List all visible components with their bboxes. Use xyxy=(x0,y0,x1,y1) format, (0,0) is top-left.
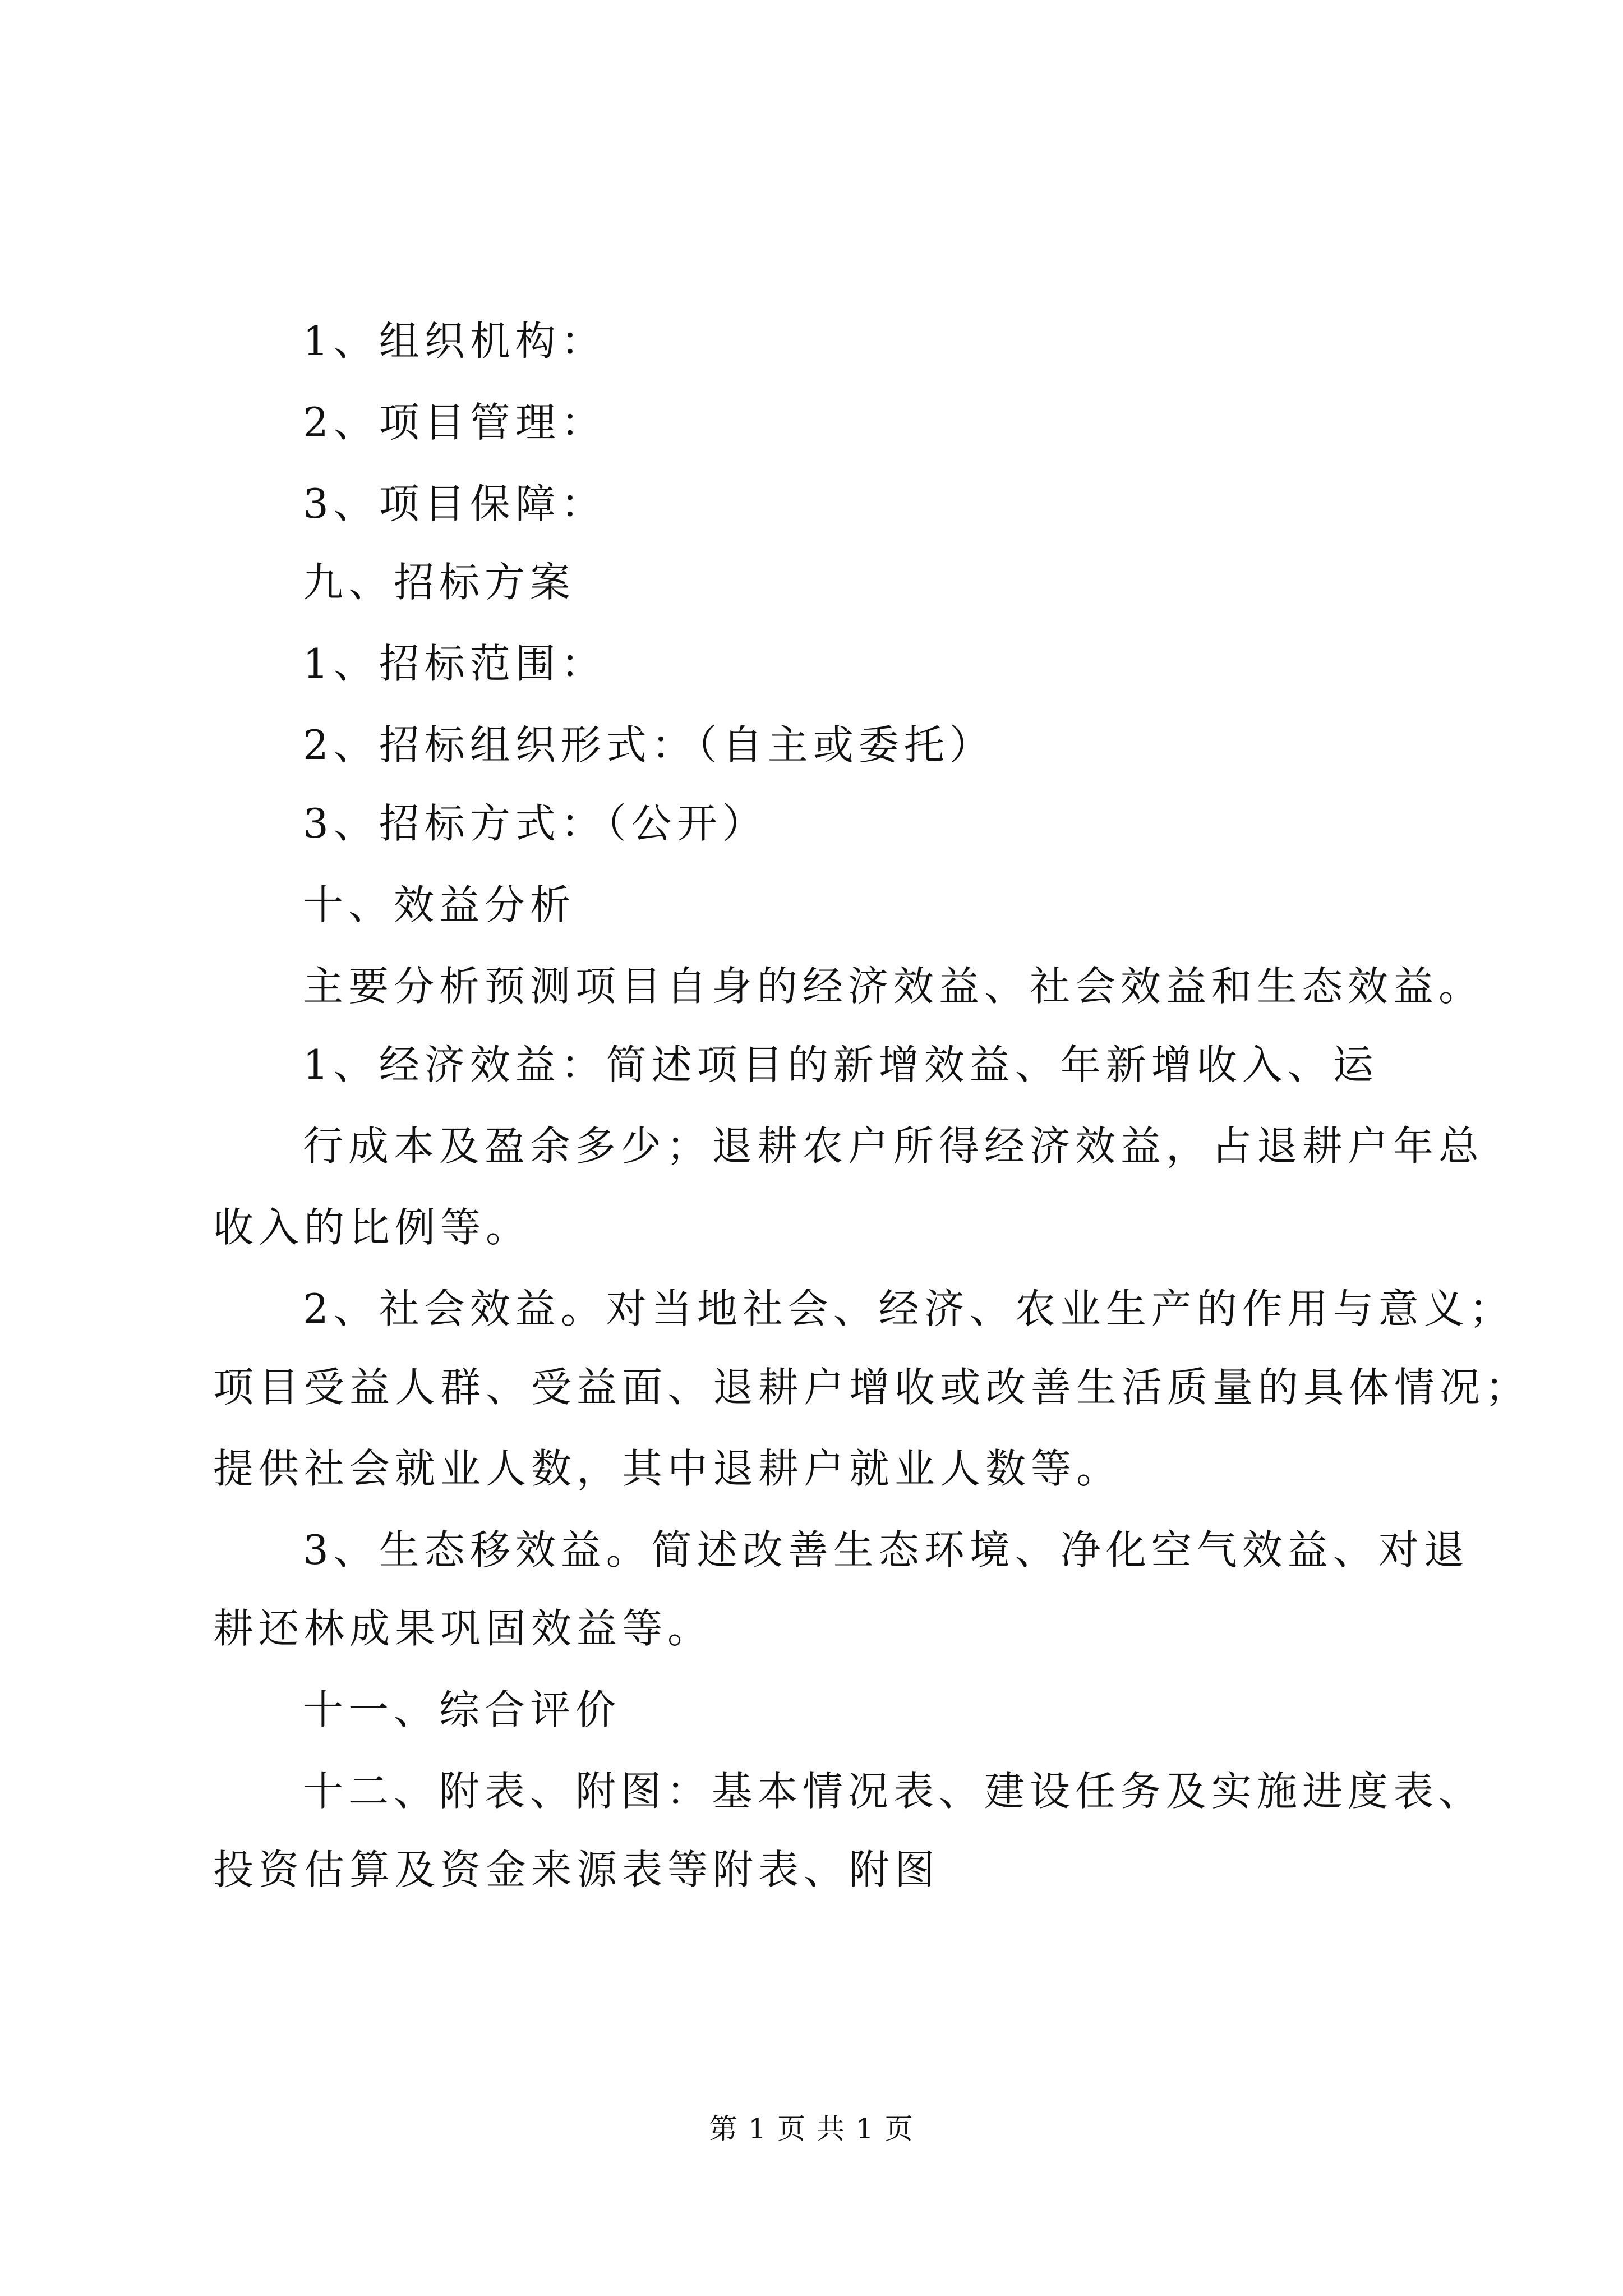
text-line: 3、招标方式：（公开） xyxy=(303,800,768,847)
text-line: 2、招标组织形式：（自主或委托） xyxy=(303,721,995,769)
text-line: 3、项目保障： xyxy=(303,480,606,527)
text-line: 1、招标范围： xyxy=(303,640,606,687)
paragraph-line: 1、经济效益：简述项目的新增效益、年新增收入、运 xyxy=(303,1041,1378,1088)
paragraph-line: 收入的比例等。 xyxy=(213,1204,532,1251)
section-heading: 十、效益分析 xyxy=(303,881,576,928)
section-heading: 九、招标方案 xyxy=(303,559,576,606)
paragraph-line: 投资估算及资金来源表等附表、附图 xyxy=(213,1846,940,1893)
paragraph-line: 十二、附表、附图：基本情况表、建设任务及实施进度表、 xyxy=(303,1768,1484,1815)
text-line: 1、组织机构： xyxy=(303,318,606,365)
page-footer: 第 1 页 共 1 页 xyxy=(709,2113,914,2145)
paragraph-line: 2、社会效益。对当地社会、经济、农业生产的作用与意义； xyxy=(303,1285,1515,1332)
paragraph-line: 行成本及盈余多少；退耕农户所得经济效益，占退耕户年总 xyxy=(303,1122,1484,1170)
section-heading: 十一、综合评价 xyxy=(303,1686,621,1733)
text-line: 2、项目管理： xyxy=(303,399,606,446)
paragraph-line: 主要分析预测项目自身的经济效益、社会效益和生态效益。 xyxy=(303,963,1484,1010)
paragraph-line: 3、生态移效益。简述改善生态环境、净化空气效益、对退 xyxy=(303,1526,1469,1573)
paragraph-line: 提供社会就业人数，其中退耕户就业人数等。 xyxy=(213,1445,1122,1492)
paragraph-line: 耕还林成果巩固效益等。 xyxy=(213,1605,713,1652)
paragraph-line: 项目受益人群、受益面、退耕户增收或改善生活质量的具体情况； xyxy=(213,1364,1531,1411)
